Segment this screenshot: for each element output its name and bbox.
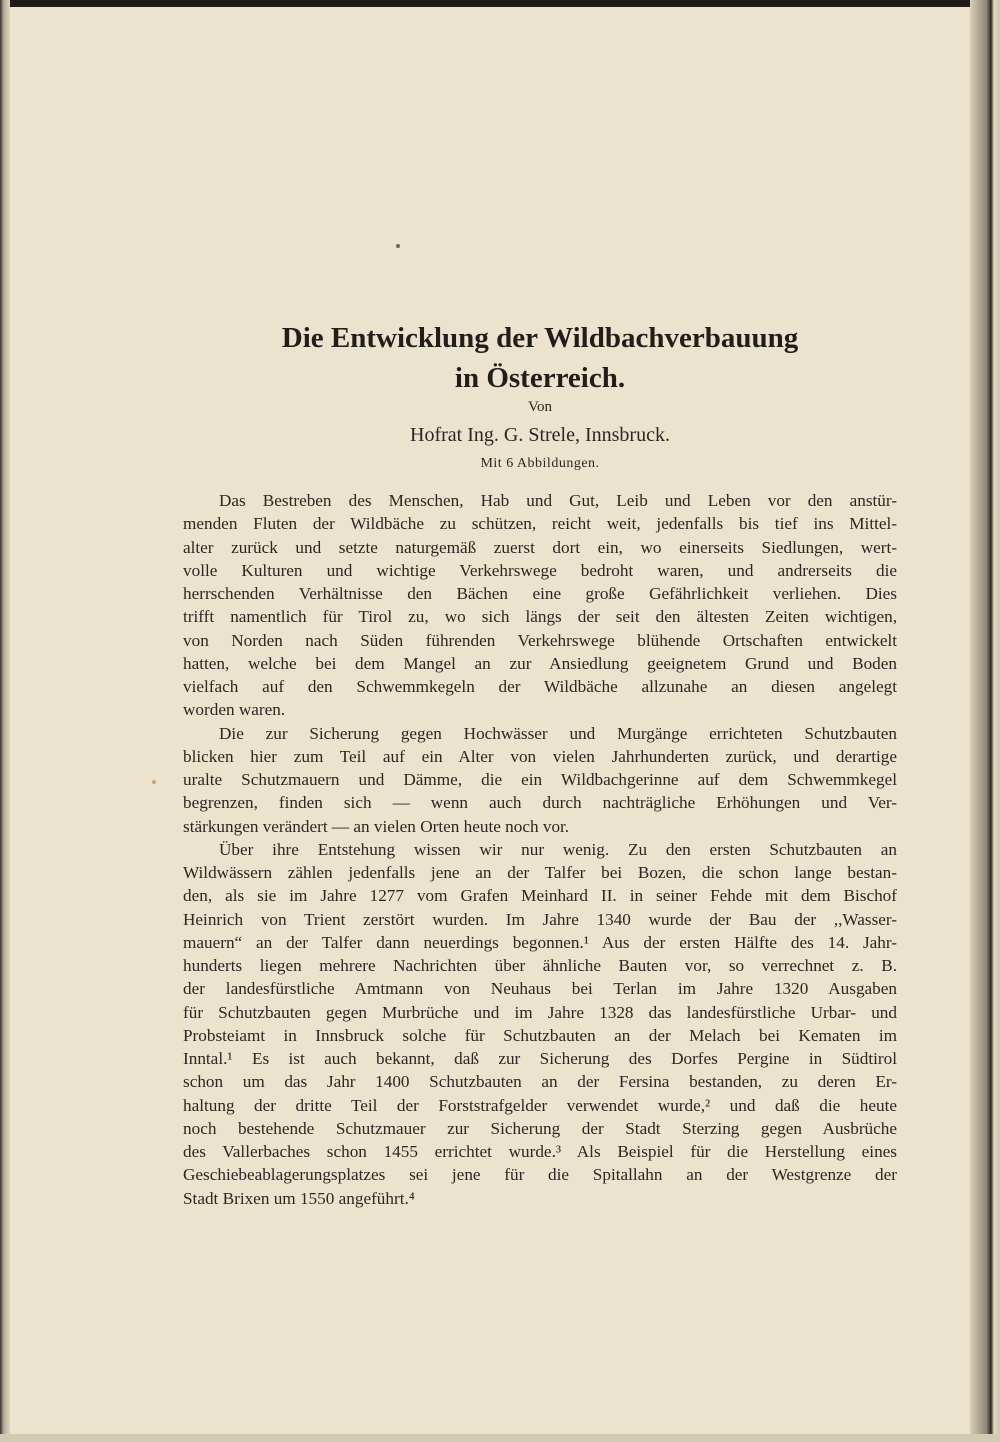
- paragraph: [183, 489, 897, 722]
- author: Hofrat Ing. G. Strele, Innsbruck.: [410, 424, 670, 446]
- text-line: hatten, welche bei dem Mangel an zur Ansiedlung geeignetem Grund und Boden: [183, 653, 897, 673]
- text-line: Heinrich von Trient zerstört wurden. Im Jahre 1340 wurde der Bau der ,,Wasser-: [183, 909, 897, 929]
- text-line: noch bestehende Schutzmauer zur Sicherung der Stadt Sterzing gegen Ausbrüche: [183, 1118, 897, 1138]
- text-line: volle Kulturen und wichtige Verkehrswege bedroht waren, und andrerseits die: [183, 560, 897, 580]
- scan-speck: [152, 780, 156, 784]
- text-line: herrschenden Verhältnisse den Bächen eine große Gefährlichkeit verliehen. Dies: [183, 584, 897, 603]
- text-line: alter zurück und setzte naturgemäß zuerst dort ein, wo einerseits Siedlungen, wert-: [183, 537, 897, 557]
- text-line: Über ihre Entstehung wissen wir nur wenig. Zu den ersten Schutzbauten an: [219, 839, 897, 859]
- text-line: hunderts liegen mehrere Nachrichten über ähnliche Bauten vor, so verrechnet z. B.: [183, 956, 897, 975]
- text-line: Die zur Sicherung gegen Hochwässer und Murgänge errichteten Schutzbauten: [219, 723, 897, 743]
- text-line: Inntal.¹ Es ist auch bekannt, daß zur Sicherung des Dorfes Pergine in Südtirol: [183, 1049, 897, 1068]
- byline-prefix: Von: [528, 399, 552, 415]
- text-line: der landesfürstliche Amtmann von Neuhaus bei Terlan im Jahre 1320 Ausgaben: [183, 979, 897, 999]
- scan-right-edge: [970, 0, 1000, 1442]
- paragraph: [183, 838, 897, 1210]
- text-line: den, als sie im Jahre 1277 vom Grafen Meinhard II. in seiner Fehde mit dem Bischof: [183, 886, 897, 906]
- text-line: Probsteiamt in Innsbruck solche für Schutzbauten an der Melach bei Kematen im: [183, 1025, 897, 1045]
- text-line: stärkungen verändert — an vielen Orten heute noch vor.: [183, 816, 570, 836]
- scan-left-edge: [0, 0, 10, 1442]
- text-line: Das Bestreben des Menschen, Hab und Gut, Leib und Leben vor den anstür-: [219, 491, 897, 510]
- text-line: menden Fluten der Wildbäche zu schützen, reicht weit, jedenfalls bis tief ins Mittel-: [183, 514, 897, 534]
- scan-top-border: [0, 0, 1000, 7]
- text-line: Geschiebeablagerungsplatzes sei jene für die Spitallahn an der Westgrenze der: [183, 1165, 897, 1185]
- article-title-line-2: in Österreich.: [454, 362, 626, 394]
- text-line: blicken hier zum Teil auf ein Alter von vielen Jahrhunderten zurück, und derartige: [183, 746, 897, 766]
- article-title-line-1: Die Entwicklung der Wildbachverbauung: [281, 322, 799, 354]
- text-line: des Vallerbaches schon 1455 errichtet wurde.³ Als Beispiel für die Herstellung eines: [183, 1142, 897, 1161]
- scan-speck: [396, 244, 400, 248]
- text-line: mauern“ an der Talfer dann neuerdings begonnen.¹ Aus der ersten Hälfte des 14. Jahr-: [183, 932, 897, 952]
- text-line: Wildwässern zählen jedenfalls jene an der Talfer bei Bozen, die schon lange bestan-: [183, 863, 897, 882]
- text-line: für Schutzbauten gegen Murbrüche und im Jahre 1328 das landesfürstliche Urbar- und: [183, 1002, 897, 1022]
- text-line: begrenzen, finden sich — wenn auch durch nachträgliche Erhöhungen und Ver-: [183, 793, 897, 813]
- text-line: Stadt Brixen um 1550 angeführt.⁴: [183, 1188, 415, 1208]
- text-line: trifft namentlich für Tirol zu, wo sich längs der seit den ältesten Zeiten wichtigen,: [183, 607, 897, 627]
- illustrations-note: Mit 6 Abbildungen.: [480, 456, 600, 471]
- text-line: vielfach auf den Schwemmkegeln der Wildbäche allzunahe an diesen angelegt: [183, 677, 897, 696]
- text-line: haltung der dritte Teil der Forststrafgelder verwendet wurde,² und daß die heute: [183, 1095, 897, 1115]
- article-body: [183, 489, 897, 1210]
- paragraph: [183, 722, 897, 838]
- text-line: worden waren.: [183, 700, 286, 720]
- text-line: von Norden nach Süden führenden Verkehrswege blühende Ortschaften entwickelt: [183, 630, 897, 650]
- text-line: schon um das Jahr 1400 Schutzbauten an der Fersina bestanden, zu deren Er-: [183, 1072, 897, 1092]
- text-line: uralte Schutzmauern und Dämme, die ein Wildbachgerinne auf dem Schwemmkegel: [183, 770, 897, 789]
- scan-bottom-edge: [0, 1434, 1000, 1442]
